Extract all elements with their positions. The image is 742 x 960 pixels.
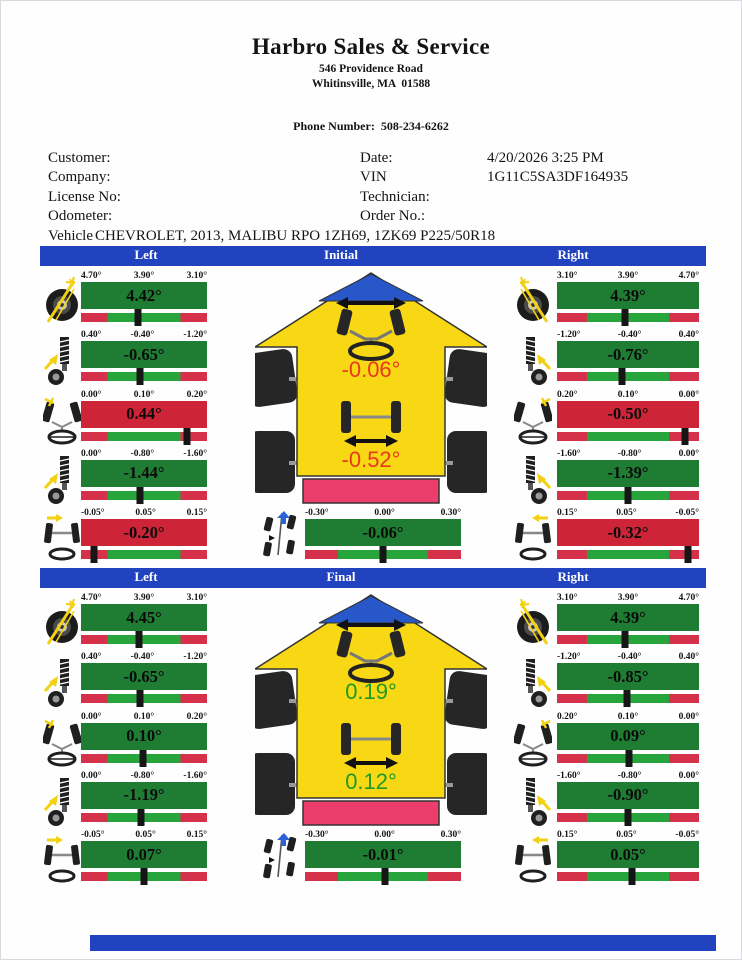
scale-label-left: 0.00° <box>81 770 102 781</box>
alignment-meter <box>557 770 699 822</box>
caster-icon <box>43 276 81 326</box>
alignment-section-final <box>40 568 706 886</box>
scale-label-right: 0.30° <box>440 508 461 518</box>
scale-label-center: 0.10° <box>617 389 639 400</box>
scale-label-right: 3.10° <box>186 593 207 603</box>
info-row <box>48 188 708 207</box>
caster-icon <box>514 598 552 648</box>
scale-label-left: -1.60° <box>557 448 581 459</box>
info-row <box>48 207 708 226</box>
measurement-bar <box>557 341 699 368</box>
meter-scale <box>557 829 699 841</box>
scale-label-center: 3.90° <box>133 593 155 603</box>
scale-label-right: 0.00° <box>678 448 699 459</box>
alignment-meter <box>81 592 207 644</box>
rear-toe-icon <box>514 835 552 885</box>
scale-label-right: -1.20° <box>183 330 207 341</box>
range-tick-marker <box>183 428 190 445</box>
measurement-value: -1.44° <box>123 463 165 483</box>
measurement-bar <box>81 401 207 428</box>
address-line-1: 546 Providence Road <box>319 63 423 75</box>
phone-label: Phone Number: <box>293 119 375 133</box>
measurement-value: 0.09° <box>610 726 646 745</box>
measurement-value: 0.10° <box>126 726 162 745</box>
alignment-meter <box>81 329 207 381</box>
scale-label-left: -0.30° <box>305 830 329 840</box>
scale-label-left: 4.70° <box>81 593 102 603</box>
scale-label-left: 3.10° <box>557 271 578 281</box>
meter-scale <box>557 507 699 519</box>
technician-value <box>487 188 708 207</box>
meter-scale <box>557 651 699 663</box>
tolerance-range-bar <box>557 432 699 441</box>
license-label: License No: <box>48 188 121 205</box>
caster-icon <box>43 598 81 648</box>
range-tick-marker <box>380 546 387 563</box>
tolerance-range-bar <box>81 550 207 559</box>
alignment-section-initial <box>40 246 706 564</box>
tolerance-range-bar <box>81 313 207 322</box>
meter-scale <box>557 329 699 341</box>
section-title: Initial <box>324 247 358 262</box>
scale-label-left: 4.70° <box>81 271 102 281</box>
alignment-meter <box>557 829 699 881</box>
measurement-value: -0.85° <box>607 666 649 686</box>
measurement-bar <box>557 663 699 690</box>
right-column-label: Right <box>557 569 589 584</box>
measurement-value: -0.76° <box>607 344 649 364</box>
range-tick-marker <box>141 868 148 885</box>
scale-label-right: 0.40° <box>678 330 699 341</box>
scale-label-right: 0.15° <box>186 830 207 840</box>
meter-scale <box>81 592 207 604</box>
tolerance-range-bar <box>557 313 699 322</box>
scale-label-center: 3.90° <box>617 271 639 281</box>
date-label: Date: <box>360 150 393 166</box>
scale-label-center: -0.80° <box>130 448 155 459</box>
toe-icon <box>43 717 81 767</box>
measurement-value: 4.39° <box>610 285 646 305</box>
measurement-value: -1.19° <box>123 785 165 805</box>
vehicle-top-view-graphic <box>255 589 487 841</box>
measurement-value: 0.05° <box>610 844 646 864</box>
vehicle-graphic-svg <box>255 589 487 841</box>
alignment-meter <box>81 389 207 441</box>
range-tick-marker <box>381 868 388 885</box>
rear-toe-icon <box>43 835 81 885</box>
measurement-value: -0.65° <box>123 666 165 686</box>
scale-label-right: -1.20° <box>183 652 207 663</box>
range-tick-marker <box>625 809 632 826</box>
left-column-label: Left <box>134 569 158 584</box>
scale-label-right: -1.60° <box>183 448 207 459</box>
tolerance-range-bar <box>557 694 699 703</box>
meter-scale <box>81 711 207 723</box>
meter-scale <box>81 507 207 519</box>
tolerance-range-bar <box>557 754 699 763</box>
range-tick-marker <box>622 631 629 648</box>
scale-label-left: 0.40° <box>81 652 102 663</box>
range-tick-marker <box>625 487 632 504</box>
order-no-label: Order No.: <box>360 207 425 224</box>
measurement-value: 0.44° <box>126 404 162 423</box>
toe-icon <box>514 717 552 767</box>
scale-label-center: 0.05° <box>616 830 637 840</box>
strut-icon <box>43 335 81 385</box>
toe-icon <box>514 395 552 445</box>
measurement-bar <box>81 519 207 546</box>
scale-label-center: 0.00° <box>374 830 395 840</box>
range-tick-marker <box>139 750 146 767</box>
tolerance-range-bar <box>81 694 207 703</box>
scale-label-left: -0.05° <box>81 830 105 840</box>
company-label: Company: <box>48 169 111 186</box>
range-tick-marker <box>90 546 97 563</box>
report-header <box>0 34 742 90</box>
range-tick-marker <box>619 368 626 385</box>
vehicle-row <box>48 227 708 246</box>
scale-label-left: 0.20° <box>557 711 578 722</box>
scale-label-center: -0.80° <box>617 448 642 459</box>
scale-label-left: -1.60° <box>557 770 581 781</box>
strut-icon <box>43 454 81 504</box>
vin-value: 1G11C5SA3DF164935 <box>487 169 629 186</box>
measurement-bar <box>557 723 699 750</box>
phone-number: 508-234-6262 <box>380 119 449 133</box>
measurement-bar <box>557 782 699 809</box>
address-line-2: Whitinsville, MA 01588 <box>311 78 431 90</box>
scale-label-right: 4.70° <box>678 593 699 603</box>
rear-toe-icon <box>43 513 81 563</box>
rear-total-toe-value: -0.52° <box>341 447 401 472</box>
measurement-bar <box>557 519 699 546</box>
measurement-bar <box>81 341 207 368</box>
scale-label-center: -0.40° <box>130 330 155 341</box>
scale-label-right: 3.10° <box>186 271 207 281</box>
scale-label-right: 0.15° <box>186 508 207 518</box>
vehicle-label: Vehicle <box>48 228 93 245</box>
alignment-meter <box>557 592 699 644</box>
measurement-value: -0.50° <box>607 404 649 423</box>
range-tick-marker <box>622 309 629 326</box>
scale-label-right: 0.00° <box>678 770 699 781</box>
measurement-bar <box>81 604 207 631</box>
alignment-meter <box>557 329 699 381</box>
toe-icon <box>43 395 81 445</box>
scale-label-center: 3.90° <box>617 593 639 603</box>
vin-label: VIN <box>360 169 387 186</box>
measurement-bar <box>305 841 461 868</box>
tolerance-range-bar <box>557 550 699 559</box>
meter-scale <box>81 270 207 282</box>
scale-label-center: 0.05° <box>135 830 156 840</box>
strut-icon <box>43 776 81 826</box>
caster-icon <box>514 276 552 326</box>
info-row <box>48 149 708 168</box>
alignment-meter <box>557 507 699 559</box>
measurement-bar <box>81 460 207 487</box>
measurement-bar <box>305 519 461 546</box>
measurement-value: 4.39° <box>610 607 646 627</box>
measurement-value: -0.32° <box>607 522 649 542</box>
scale-label-center: 3.90° <box>133 271 155 281</box>
alignment-meter <box>81 270 207 322</box>
meter-scale <box>81 389 207 401</box>
scale-label-left: 3.10° <box>557 593 578 603</box>
scale-label-left: 0.00° <box>81 711 102 722</box>
phone-line <box>0 119 742 134</box>
measurement-value: 0.07° <box>126 844 162 864</box>
alignment-meter <box>81 770 207 822</box>
range-tick-marker <box>134 309 141 326</box>
meter-scale <box>81 651 207 663</box>
tolerance-range-bar <box>305 550 461 559</box>
tolerance-range-bar <box>557 491 699 500</box>
alignment-meter <box>557 448 699 500</box>
range-tick-marker <box>626 750 633 767</box>
scale-label-right: -0.05° <box>675 830 699 840</box>
date-value: 4/20/2026 3:25 PM <box>487 150 604 166</box>
scale-label-center: -0.80° <box>130 770 155 781</box>
tolerance-range-bar <box>81 754 207 763</box>
scale-label-left: -0.30° <box>305 508 329 518</box>
rear-bumper-bar <box>303 801 439 825</box>
scale-label-center: 0.10° <box>133 711 155 722</box>
vehicle-graphic-svg <box>255 267 487 519</box>
scale-label-left: 0.40° <box>81 330 102 341</box>
section-title: Final <box>326 569 356 584</box>
range-tick-marker <box>135 631 142 648</box>
tolerance-range-bar <box>557 635 699 644</box>
meter-scale <box>557 770 699 782</box>
range-tick-marker <box>684 546 691 563</box>
scale-label-center: 0.05° <box>135 508 156 518</box>
tolerance-range-bar <box>81 372 207 381</box>
scale-label-left: -0.05° <box>81 508 105 518</box>
alignment-meter <box>557 711 699 763</box>
measurement-value: -0.65° <box>123 344 165 364</box>
measurement-value: 4.45° <box>126 607 162 627</box>
alignment-meter <box>81 448 207 500</box>
strut-icon <box>514 335 552 385</box>
scale-label-right: 0.20° <box>186 711 207 722</box>
strut-icon <box>43 657 81 707</box>
scale-label-right: 4.70° <box>678 271 699 281</box>
meter-scale <box>557 711 699 723</box>
scale-label-left: -1.20° <box>557 330 581 341</box>
scale-label-right: 0.00° <box>678 389 699 400</box>
rear-toe-icon <box>514 513 552 563</box>
range-tick-marker <box>137 690 144 707</box>
measurement-bar <box>81 663 207 690</box>
business-name: Harbro Sales & Service <box>251 34 491 59</box>
measurement-bar <box>557 401 699 428</box>
meter-scale <box>81 829 207 841</box>
meter-scale <box>81 770 207 782</box>
tolerance-range-bar <box>305 872 461 881</box>
tolerance-range-bar <box>81 635 207 644</box>
scale-label-left: 0.15° <box>557 508 578 518</box>
range-tick-marker <box>623 690 630 707</box>
scale-label-center: 0.05° <box>616 508 637 518</box>
vehicle-value: CHEVROLET, 2013, MALIBU RPO 1ZH69, 1ZK69 P225/50R18 <box>95 228 496 245</box>
measurement-value: -1.39° <box>607 463 649 483</box>
left-column-label: Left <box>134 247 158 262</box>
range-tick-marker <box>681 428 688 445</box>
strut-icon <box>514 776 552 826</box>
scale-label-center: -0.40° <box>130 652 155 663</box>
front-total-toe-value: 0.19° <box>345 679 397 704</box>
windshield-triangle <box>319 274 423 301</box>
measurement-value: -0.01° <box>362 844 404 864</box>
meter-scale <box>81 329 207 341</box>
rear-total-toe-value: 0.12° <box>345 769 397 794</box>
scale-label-left: -1.20° <box>557 652 581 663</box>
alignment-meter <box>81 507 207 559</box>
scale-label-left: 0.20° <box>557 389 578 400</box>
measurement-bar <box>557 841 699 868</box>
meter-scale <box>557 270 699 282</box>
info-row <box>48 168 708 187</box>
range-tick-marker <box>137 368 144 385</box>
alignment-meter <box>81 651 207 703</box>
tolerance-range-bar <box>81 813 207 822</box>
tolerance-range-bar <box>557 372 699 381</box>
front-total-toe-value: -0.06° <box>341 357 401 382</box>
range-tick-marker <box>629 868 636 885</box>
range-tick-marker <box>138 809 145 826</box>
scale-label-center: -0.40° <box>617 652 642 663</box>
measurement-value: 4.42° <box>126 285 162 305</box>
work-order-info <box>48 149 708 246</box>
partial-section-bar <box>90 935 716 951</box>
scale-label-right: 0.30° <box>440 830 461 840</box>
measurement-bar <box>557 604 699 631</box>
right-column-label: Right <box>557 247 589 262</box>
scale-label-right: -1.60° <box>183 770 207 781</box>
tolerance-range-bar <box>557 872 699 881</box>
meter-scale <box>81 448 207 460</box>
order-no-value <box>487 207 708 226</box>
alignment-meter <box>557 389 699 441</box>
strut-icon <box>514 657 552 707</box>
alignment-meter <box>557 651 699 703</box>
scale-label-center: -0.40° <box>617 330 642 341</box>
range-tick-marker <box>137 487 144 504</box>
measurement-bar <box>81 841 207 868</box>
strut-icon <box>514 454 552 504</box>
scale-label-right: 0.40° <box>678 652 699 663</box>
measurement-value: -0.06° <box>362 522 404 542</box>
scale-label-left: 0.00° <box>81 448 102 459</box>
tolerance-range-bar <box>81 872 207 881</box>
measurement-bar <box>81 723 207 750</box>
odometer-label: Odometer: <box>48 207 113 224</box>
measurement-bar <box>81 282 207 309</box>
windshield-triangle <box>319 596 423 623</box>
measurement-value: -0.20° <box>123 522 165 542</box>
measurement-bar <box>81 782 207 809</box>
measurement-value: -0.90° <box>607 785 649 805</box>
scale-label-right: 0.00° <box>678 711 699 722</box>
technician-label: Technician: <box>360 188 430 205</box>
measurement-bar <box>557 460 699 487</box>
measurement-bar <box>557 282 699 309</box>
meter-scale <box>557 592 699 604</box>
tolerance-range-bar <box>81 491 207 500</box>
tolerance-range-bar <box>557 813 699 822</box>
scale-label-center: 0.10° <box>133 389 155 400</box>
scale-label-center: -0.80° <box>617 770 642 781</box>
rear-bumper-bar <box>303 479 439 503</box>
meter-scale <box>557 448 699 460</box>
scale-label-center: 0.00° <box>374 508 395 518</box>
scale-label-right: -0.05° <box>675 508 699 518</box>
vehicle-top-view-graphic <box>255 267 487 519</box>
alignment-meter <box>557 270 699 322</box>
scale-label-center: 0.10° <box>617 711 639 722</box>
customer-label: Customer: <box>48 150 111 166</box>
alignment-meter <box>81 711 207 763</box>
scale-label-right: 0.20° <box>186 389 207 400</box>
scale-label-left: 0.15° <box>557 830 578 840</box>
alignment-meter <box>81 829 207 881</box>
tolerance-range-bar <box>81 432 207 441</box>
meter-scale <box>557 389 699 401</box>
scale-label-left: 0.00° <box>81 389 102 400</box>
